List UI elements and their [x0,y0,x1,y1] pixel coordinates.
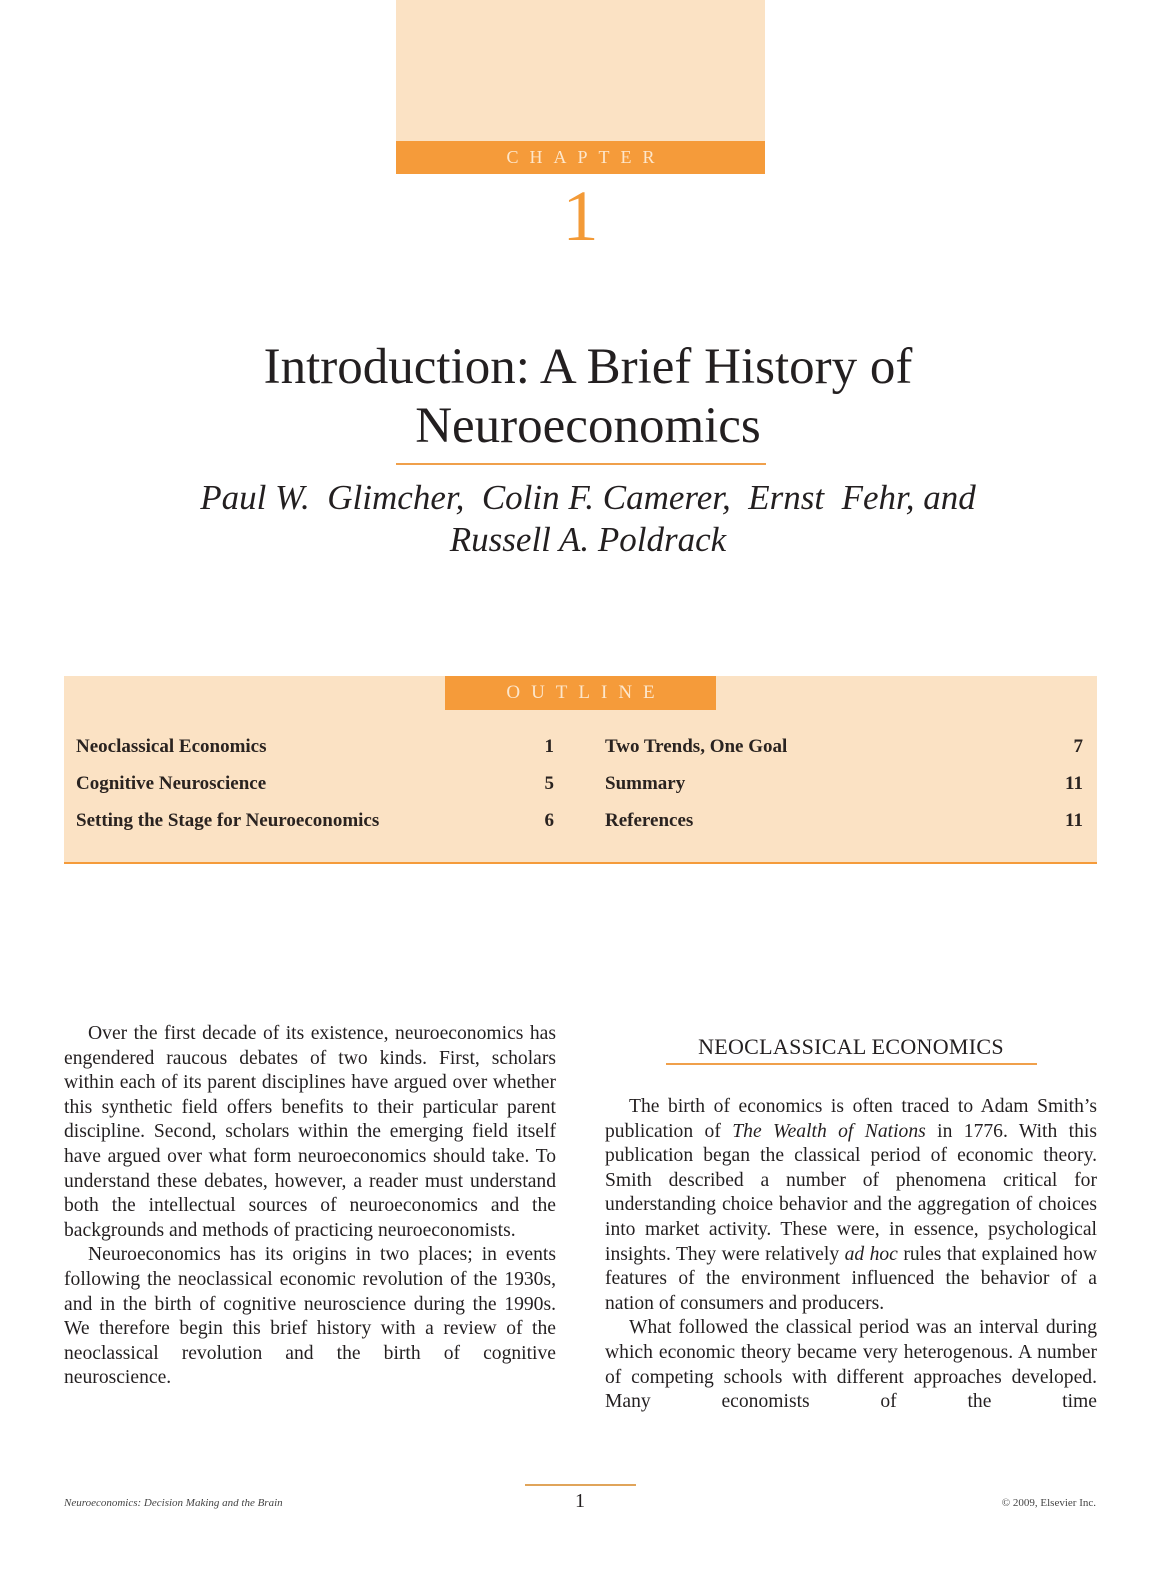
outline-column-right [605,736,1083,847]
book-title-italic: The Wealth of Nations [732,1120,926,1142]
outline-item-page: 5 [544,773,554,794]
outline-item-title: Two Trends, One Goal [605,736,788,757]
body-column-right [605,1095,1097,1415]
outline-label-band [445,676,716,710]
chapter-band [396,141,765,174]
outline-item[interactable] [76,810,554,847]
paragraph: What followed the classical period was an interval during which economic theory became very heterogenous. A number of competing schools with different approaches developed. Many economists of the time [605,1317,1097,1413]
chapter-title [100,338,1076,456]
section-heading: NEOCLASSICAL ECONOMICS [698,1034,1004,1059]
paragraph: Over the first decade of its existence, neuroeconomics has engendered raucous debates of two kinds. First, scholars within each of its parent disciplines have argued over whether this synthetic field offers benefits to their particular parent discipline. Second, scholars within the emerging field itself have argued over what form neuroeconomics should take. To understand these debates, however, a reader must understand both the intellectual sources of neuroeconomics and the backgrounds and methods of practicing neuroeconomists. [64,1023,556,1241]
outline-label: OUTLINE [506,682,666,703]
chapter-title-line2: Neuroeconomics [415,398,761,454]
outline-column-left [76,736,554,847]
outline-item-page: 6 [544,810,554,831]
chapter-number: 1 [562,176,599,256]
paragraph [605,1095,1097,1316]
title-divider [396,463,766,465]
authors [100,477,1076,561]
outline-item-title: Cognitive Neuroscience [76,773,267,794]
outline-item[interactable] [76,736,554,773]
outline-item-title: References [605,810,694,831]
outline-item-title: Neoclassical Economics [76,736,267,757]
authors-line1: Paul W. Glimcher, Colin F. Camerer, Ernst Fehr, and [200,478,976,517]
footer-copyright: © 2009, Elsevier Inc. [1001,1497,1096,1509]
page-number: 1 [575,1490,585,1512]
chapter-header-block [396,0,765,174]
text-run: rules that explained how features of the environment influenced the behavior of a nation of consumers and producers. [605,1243,1097,1314]
outline-item-page: 11 [1065,810,1083,831]
paragraph: Neuroeconomics has its origins in two places; in events following the neoclassical economic revolution of the 1930s, and in the birth of cognitive neuroscience during the 1990s. We therefore begin this brief history with a review of the neoclassical revolution and the birth of cognitive neuroscience. [64,1244,556,1389]
outline-item[interactable] [76,773,554,810]
outline-box [64,676,1097,864]
chapter-label: CHAPTER [506,147,666,167]
outline-item-page: 7 [1073,736,1083,757]
text-run: The birth of economics is often traced to Adam Smith’s publication of [605,1096,1097,1142]
italic-term: ad hoc [844,1243,898,1265]
outline-item[interactable] [605,736,1083,773]
outline-item-title: Setting the Stage for Neuroeconomics [76,810,380,831]
outline-item-page: 1 [544,736,554,757]
authors-line2: Russell A. Poldrack [449,520,727,559]
footer-book-title: Neuroeconomics: Decision Making and the Brain [64,1497,283,1509]
outline-item[interactable] [605,773,1083,810]
outline-item[interactable] [605,810,1083,847]
chapter-title-line1: Introduction: A Brief History of [263,339,913,395]
outline-item-page: 11 [1065,773,1083,794]
body-column-left [64,1022,556,1391]
section-heading-divider [666,1063,1037,1065]
outline-item-title: Summary [605,773,686,794]
footer-divider [525,1484,636,1486]
text-run: in 1776. With this publication began the classical period of economic theory. Smith described a number of phenomena critical for understanding choice behavior and the aggregation of choices into market activity. These were, in essence, psychological insights. They were relatively [605,1120,1097,1265]
